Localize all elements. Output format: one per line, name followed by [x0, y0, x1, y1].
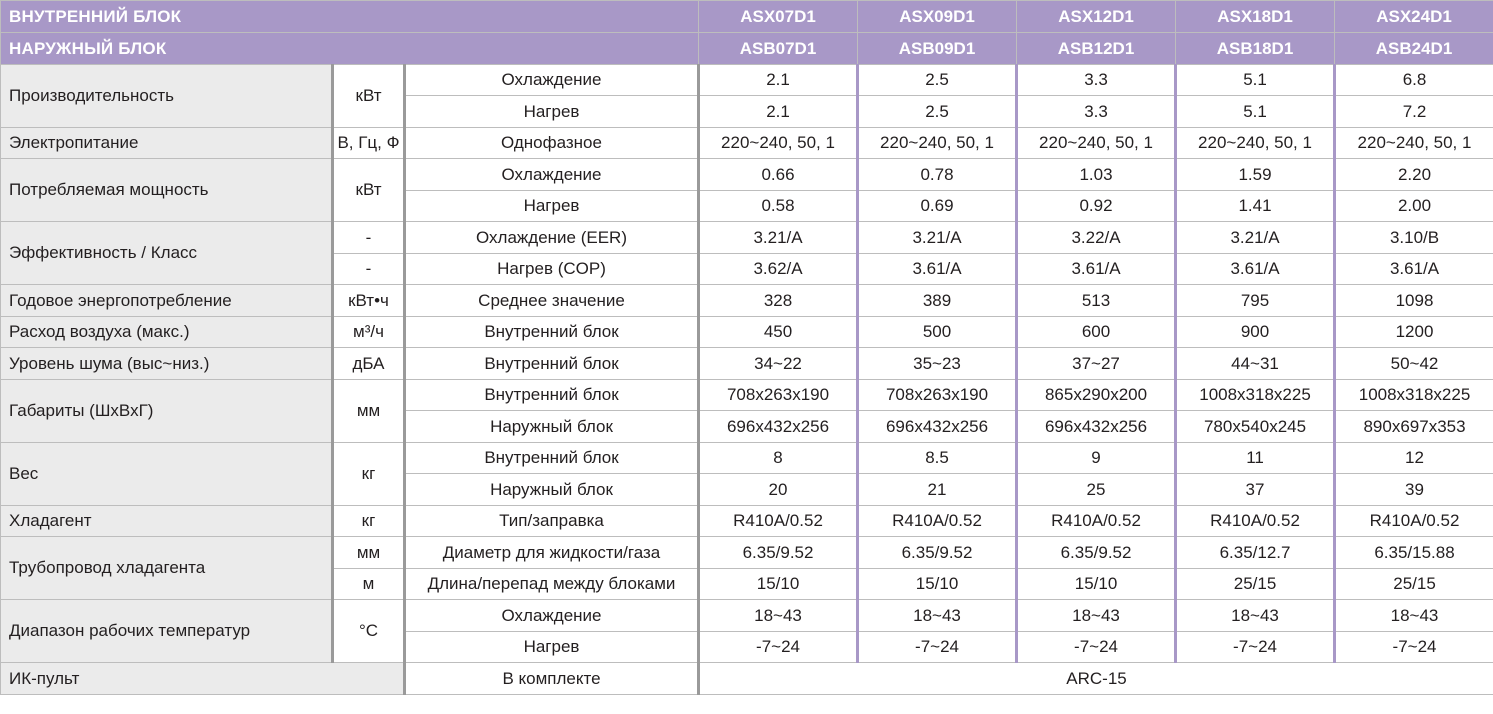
table-row: [1, 506, 1493, 537]
value-cell: 708x263x190: [858, 380, 1017, 411]
value-cell: 1.03: [1017, 159, 1176, 191]
outdoor-model: ASB12D1: [1017, 33, 1176, 65]
value-cell: R410A/0.52: [1017, 506, 1176, 537]
param-label: Вес: [1, 443, 333, 506]
value-cell: 12: [1335, 443, 1493, 474]
header-row-outdoor: [1, 33, 1493, 65]
indoor-model: ASX24D1: [1335, 1, 1493, 33]
table-row: [1, 380, 1493, 411]
condition-cell: Нагрев: [405, 632, 699, 663]
condition-cell: Тип/заправка: [405, 506, 699, 537]
value-cell: 15/10: [699, 569, 858, 600]
condition-cell: Охлаждение (EER): [405, 222, 699, 254]
value-cell: 0.66: [699, 159, 858, 191]
value-cell: 6.35/9.52: [699, 537, 858, 569]
table-row: [1, 317, 1493, 348]
value-cell: 3.61/A: [1335, 254, 1493, 285]
value-cell: 18~43: [1017, 600, 1176, 632]
value-cell: R410A/0.52: [1335, 506, 1493, 537]
table-row: [1, 600, 1493, 632]
value-cell: 37~27: [1017, 348, 1176, 380]
table-row: [1, 348, 1493, 380]
indoor-model: ASX18D1: [1176, 1, 1335, 33]
value-cell: 3.61/A: [858, 254, 1017, 285]
unit-cell: кВт: [333, 159, 405, 222]
value-cell: 3.21/A: [1176, 222, 1335, 254]
condition-cell: Нагрев: [405, 191, 699, 222]
value-cell: 2.20: [1335, 159, 1493, 191]
value-cell: 3.10/B: [1335, 222, 1493, 254]
indoor-unit-label: ВНУТРЕННИЙ БЛОК: [1, 1, 699, 33]
value-cell: 3.61/A: [1017, 254, 1176, 285]
unit-cell: кг: [333, 443, 405, 506]
value-cell: 20: [699, 474, 858, 506]
value-cell: 696x432x256: [1017, 411, 1176, 443]
outdoor-model: ASB09D1: [858, 33, 1017, 65]
value-cell: 25/15: [1176, 569, 1335, 600]
value-cell: 34~22: [699, 348, 858, 380]
indoor-model: ASX07D1: [699, 1, 858, 33]
value-cell: R410A/0.52: [858, 506, 1017, 537]
value-cell: 3.61/A: [1176, 254, 1335, 285]
value-cell: 696x432x256: [699, 411, 858, 443]
unit-cell: мм: [333, 380, 405, 443]
condition-cell: Наружный блок: [405, 474, 699, 506]
condition-cell: Охлаждение: [405, 159, 699, 191]
condition-cell: Внутренний блок: [405, 443, 699, 474]
value-cell: 513: [1017, 285, 1176, 317]
unit-cell: В, Гц, Ф: [333, 128, 405, 159]
header-row-indoor: [1, 1, 1493, 33]
value-cell: 18~43: [1335, 600, 1493, 632]
condition-cell: Внутренний блок: [405, 348, 699, 380]
value-cell: 600: [1017, 317, 1176, 348]
unit-cell: м³/ч: [333, 317, 405, 348]
value-cell: 11: [1176, 443, 1335, 474]
value-cell: 3.62/A: [699, 254, 858, 285]
value-cell: 6.35/9.52: [858, 537, 1017, 569]
table-row: [1, 537, 1493, 569]
value-cell: 6.35/9.52: [1017, 537, 1176, 569]
value-cell: ARC-15: [699, 663, 1493, 695]
value-cell: 6.8: [1335, 65, 1493, 96]
value-cell: -7~24: [858, 632, 1017, 663]
value-cell: 18~43: [858, 600, 1017, 632]
unit-cell: -: [333, 222, 405, 254]
value-cell: 795: [1176, 285, 1335, 317]
value-cell: 220~240, 50, 1: [1017, 128, 1176, 159]
value-cell: 25: [1017, 474, 1176, 506]
value-cell: 50~42: [1335, 348, 1493, 380]
param-label: Электропитание: [1, 128, 333, 159]
value-cell: 220~240, 50, 1: [1176, 128, 1335, 159]
table-row-remote: [1, 663, 1493, 695]
outdoor-model: ASB07D1: [699, 33, 858, 65]
value-cell: 8.5: [858, 443, 1017, 474]
table-row: [1, 159, 1493, 191]
table-row: [1, 65, 1493, 96]
value-cell: 3.21/A: [699, 222, 858, 254]
value-cell: 1008x318x225: [1335, 380, 1493, 411]
value-cell: 2.1: [699, 65, 858, 96]
value-cell: 2.1: [699, 96, 858, 128]
table-row: [1, 443, 1493, 474]
value-cell: 865x290x200: [1017, 380, 1176, 411]
value-cell: 696x432x256: [858, 411, 1017, 443]
table-row: [1, 222, 1493, 254]
value-cell: 8: [699, 443, 858, 474]
unit-cell: дБА: [333, 348, 405, 380]
value-cell: 328: [699, 285, 858, 317]
indoor-model: ASX12D1: [1017, 1, 1176, 33]
value-cell: R410A/0.52: [699, 506, 858, 537]
param-label: Диапазон рабочих температур: [1, 600, 333, 663]
value-cell: 18~43: [699, 600, 858, 632]
value-cell: 3.22/A: [1017, 222, 1176, 254]
value-cell: 6.35/12.7: [1176, 537, 1335, 569]
unit-cell: °C: [333, 600, 405, 663]
param-label: Годовое энергопотребление: [1, 285, 333, 317]
value-cell: 220~240, 50, 1: [1335, 128, 1493, 159]
value-cell: 7.2: [1335, 96, 1493, 128]
value-cell: 2.5: [858, 96, 1017, 128]
value-cell: 6.35/15.88: [1335, 537, 1493, 569]
condition-cell: Охлаждение: [405, 600, 699, 632]
value-cell: 9: [1017, 443, 1176, 474]
value-cell: 1.59: [1176, 159, 1335, 191]
value-cell: 1008x318x225: [1176, 380, 1335, 411]
condition-cell: Охлаждение: [405, 65, 699, 96]
value-cell: 15/10: [858, 569, 1017, 600]
param-label: Хладагент: [1, 506, 333, 537]
unit-cell: мм: [333, 537, 405, 569]
value-cell: 2.00: [1335, 191, 1493, 222]
param-label: Эффективность / Класс: [1, 222, 333, 285]
condition-cell: Внутренний блок: [405, 317, 699, 348]
value-cell: 450: [699, 317, 858, 348]
value-cell: 0.58: [699, 191, 858, 222]
value-cell: -7~24: [1335, 632, 1493, 663]
value-cell: 44~31: [1176, 348, 1335, 380]
value-cell: 25/15: [1335, 569, 1493, 600]
value-cell: 708x263x190: [699, 380, 858, 411]
indoor-model: ASX09D1: [858, 1, 1017, 33]
value-cell: 18~43: [1176, 600, 1335, 632]
unit-cell: -: [333, 254, 405, 285]
table-row: [1, 128, 1493, 159]
param-label: Потребляемая мощность: [1, 159, 333, 222]
condition-cell: Нагрев (COP): [405, 254, 699, 285]
value-cell: -7~24: [699, 632, 858, 663]
unit-cell: кВт: [333, 65, 405, 128]
unit-cell: кг: [333, 506, 405, 537]
param-label: ИК-пульт: [1, 663, 405, 695]
value-cell: 15/10: [1017, 569, 1176, 600]
value-cell: 389: [858, 285, 1017, 317]
outdoor-model: ASB18D1: [1176, 33, 1335, 65]
value-cell: 890x697x353: [1335, 411, 1493, 443]
value-cell: 780x540x245: [1176, 411, 1335, 443]
table-row: [1, 285, 1493, 317]
value-cell: -7~24: [1017, 632, 1176, 663]
param-label: Расход воздуха (макс.): [1, 317, 333, 348]
value-cell: 3.3: [1017, 96, 1176, 128]
value-cell: 0.78: [858, 159, 1017, 191]
value-cell: -7~24: [1176, 632, 1335, 663]
value-cell: 35~23: [858, 348, 1017, 380]
value-cell: 39: [1335, 474, 1493, 506]
value-cell: 5.1: [1176, 65, 1335, 96]
param-label: Трубопровод хладагента: [1, 537, 333, 600]
param-label: Уровень шума (выс~низ.): [1, 348, 333, 380]
condition-cell: Наружный блок: [405, 411, 699, 443]
value-cell: 900: [1176, 317, 1335, 348]
unit-cell: кВт•ч: [333, 285, 405, 317]
outdoor-unit-label: НАРУЖНЫЙ БЛОК: [1, 33, 699, 65]
condition-cell: В комплекте: [405, 663, 699, 695]
param-label: Производительность: [1, 65, 333, 128]
condition-cell: Внутренний блок: [405, 380, 699, 411]
value-cell: 500: [858, 317, 1017, 348]
value-cell: 3.3: [1017, 65, 1176, 96]
condition-cell: Среднее значение: [405, 285, 699, 317]
condition-cell: Нагрев: [405, 96, 699, 128]
unit-cell: м: [333, 569, 405, 600]
value-cell: 220~240, 50, 1: [699, 128, 858, 159]
value-cell: 5.1: [1176, 96, 1335, 128]
value-cell: 0.69: [858, 191, 1017, 222]
condition-cell: Однофазное: [405, 128, 699, 159]
value-cell: 220~240, 50, 1: [858, 128, 1017, 159]
value-cell: 1200: [1335, 317, 1493, 348]
condition-cell: Длина/перепад между блоками: [405, 569, 699, 600]
value-cell: 21: [858, 474, 1017, 506]
value-cell: R410A/0.52: [1176, 506, 1335, 537]
value-cell: 0.92: [1017, 191, 1176, 222]
value-cell: 3.21/A: [858, 222, 1017, 254]
value-cell: 37: [1176, 474, 1335, 506]
param-label: Габариты (ШхВхГ): [1, 380, 333, 443]
value-cell: 2.5: [858, 65, 1017, 96]
value-cell: 1098: [1335, 285, 1493, 317]
condition-cell: Диаметр для жидкости/газа: [405, 537, 699, 569]
value-cell: 1.41: [1176, 191, 1335, 222]
outdoor-model: ASB24D1: [1335, 33, 1493, 65]
